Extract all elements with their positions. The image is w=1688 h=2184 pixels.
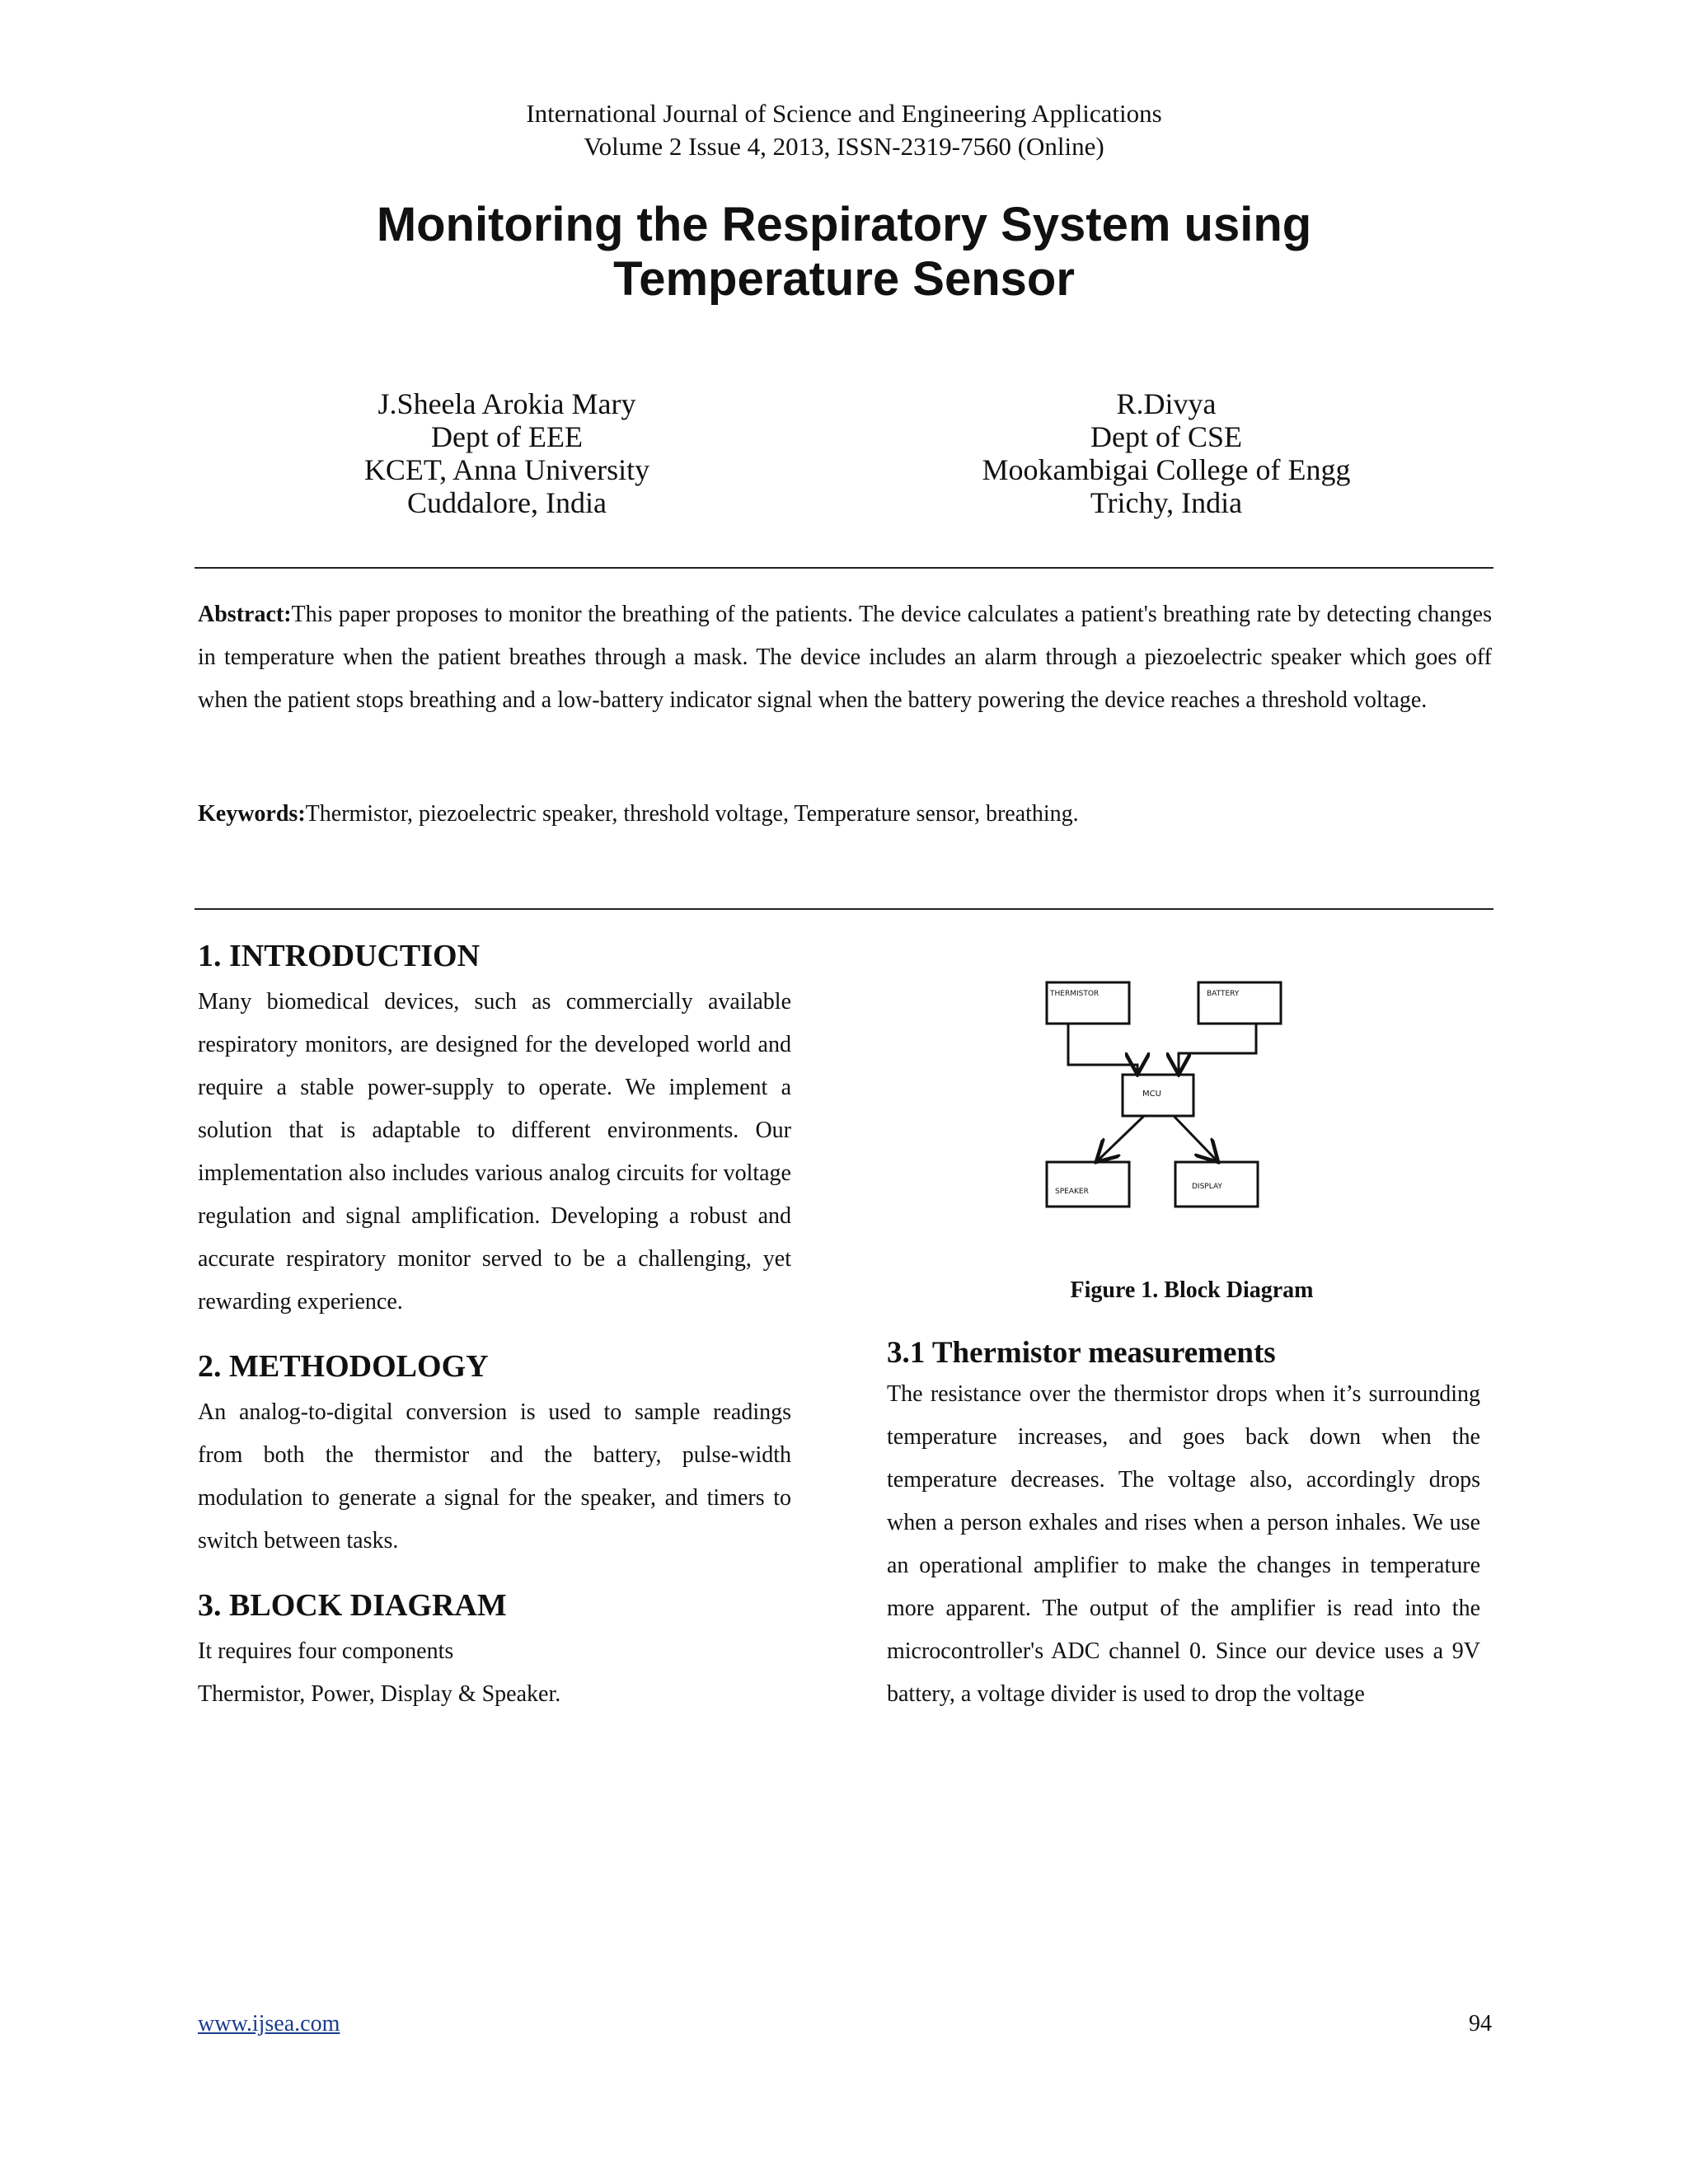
introduction-text: Many biomedical devices, such as commercially available respiratory monitors, are designed for the developed world and require a stable power-supply to operate. We implement a solution that is adaptable to different environments. Our implementation also includes various analog circuits for voltage regulation and signal amplification. Developing a robust and accurate respiratory monitor served to be a challenging, yet rewarding experience. <box>198 989 791 1315</box>
section-heading-thermistor-measurements: 3.1 Thermistor measurements <box>887 1336 1276 1370</box>
author-2 <box>878 387 1455 519</box>
journal-name: International Journal of Science and Engineering Applications <box>526 99 1162 128</box>
arrow-thermistor-to-mcu <box>1068 1024 1137 1072</box>
section-heading-methodology: 2. METHODOLOGY <box>198 1349 489 1384</box>
paper-title <box>0 198 1688 307</box>
keywords-text: Thermistor, piezoelectric speaker, threshold voltage, Temperature sensor, breathing. <box>305 801 1079 827</box>
block-battery <box>1198 982 1281 1024</box>
figure-caption: Figure 1. Block Diagram <box>1070 1277 1314 1303</box>
arrow-mcu-to-display <box>1174 1116 1217 1160</box>
block-battery-label: BATTERY <box>1207 990 1240 998</box>
block-thermistor <box>1047 982 1129 1024</box>
keywords <box>198 793 1492 836</box>
author-name: J.Sheela Arokia Mary <box>377 387 636 420</box>
author-dept: Dept of EEE <box>431 420 583 453</box>
block-speaker-label: SPEAKER <box>1055 1188 1089 1196</box>
keywords-label: Keywords: <box>198 801 306 827</box>
top-divider <box>195 567 1493 569</box>
title-line-1: Monitoring the Respiratory System using <box>376 198 1312 251</box>
author-location: Trichy, India <box>1090 486 1243 519</box>
block-display <box>1175 1162 1258 1207</box>
section-heading-block-diagram: 3. BLOCK DIAGRAM <box>198 1588 507 1623</box>
bottom-divider <box>195 908 1493 910</box>
author-1 <box>218 387 795 519</box>
block-diagram-figure <box>1022 964 1335 1228</box>
methodology-text: An analog-to-digital conversion is used to sample readings from both the thermistor and the battery, pulse-width modulation to generate a signal for the speaker, and timers to switch between tasks. <box>198 1399 791 1554</box>
block-diagram-components: Thermistor, Power, Display & Speaker. <box>198 1681 561 1707</box>
journal-volume: Volume 2 Issue 4, 2013, ISSN-2319-7560 (Online) <box>584 132 1104 161</box>
journal-website-link[interactable]: www.ijsea.com <box>198 2011 340 2036</box>
abstract-text: This paper proposes to monitor the breathing of the patients. The device calculates a patient's breathing rate by detecting changes in temperature when the patient breathes through a mask. The device includes an alarm through a piezoelectric speaker which goes off when the patient stops breathing and a low-battery indicator signal when the battery powering the device reaches a threshold voltage. <box>198 602 1492 713</box>
abstract <box>198 593 1492 722</box>
block-speaker <box>1047 1162 1129 1207</box>
journal-header <box>0 97 1688 163</box>
thermistor-text: The resistance over the thermistor drops when it’s surrounding temperature increases, and goes back down when the temperature decreases. The voltage also, accordingly drops when a person exhales and rises when a person inhales. We use an operational amplifier to make the changes in temperature more apparent. The output of the amplifier is read into the microcontroller's ADC channel 0. Since our device uses a 9V battery, a voltage divider is used to drop the voltage <box>887 1381 1480 1707</box>
left-column <box>198 936 791 1716</box>
block-mcu <box>1123 1075 1193 1116</box>
block-diagram-text: It requires four components <box>198 1638 454 1664</box>
block-display-label: DISPLAY <box>1192 1183 1222 1191</box>
section-heading-introduction: 1. INTRODUCTION <box>198 939 481 973</box>
title-line-2: Temperature Sensor <box>613 252 1075 306</box>
block-mcu-label: MCU <box>1142 1090 1161 1099</box>
author-institution: Mookambigai College of Engg <box>982 453 1351 486</box>
author-dept: Dept of CSE <box>1090 420 1242 453</box>
page-number: 94 <box>1469 2011 1492 2036</box>
right-column <box>887 1333 1480 1716</box>
author-location: Cuddalore, India <box>407 486 607 519</box>
arrow-mcu-to-speaker <box>1098 1116 1144 1160</box>
author-institution: KCET, Anna University <box>363 453 650 486</box>
abstract-label: Abstract: <box>198 602 292 627</box>
block-thermistor-label: THERMISTOR <box>1050 990 1100 998</box>
arrow-battery-to-mcu <box>1179 1024 1256 1072</box>
author-name: R.Divya <box>1116 387 1217 420</box>
